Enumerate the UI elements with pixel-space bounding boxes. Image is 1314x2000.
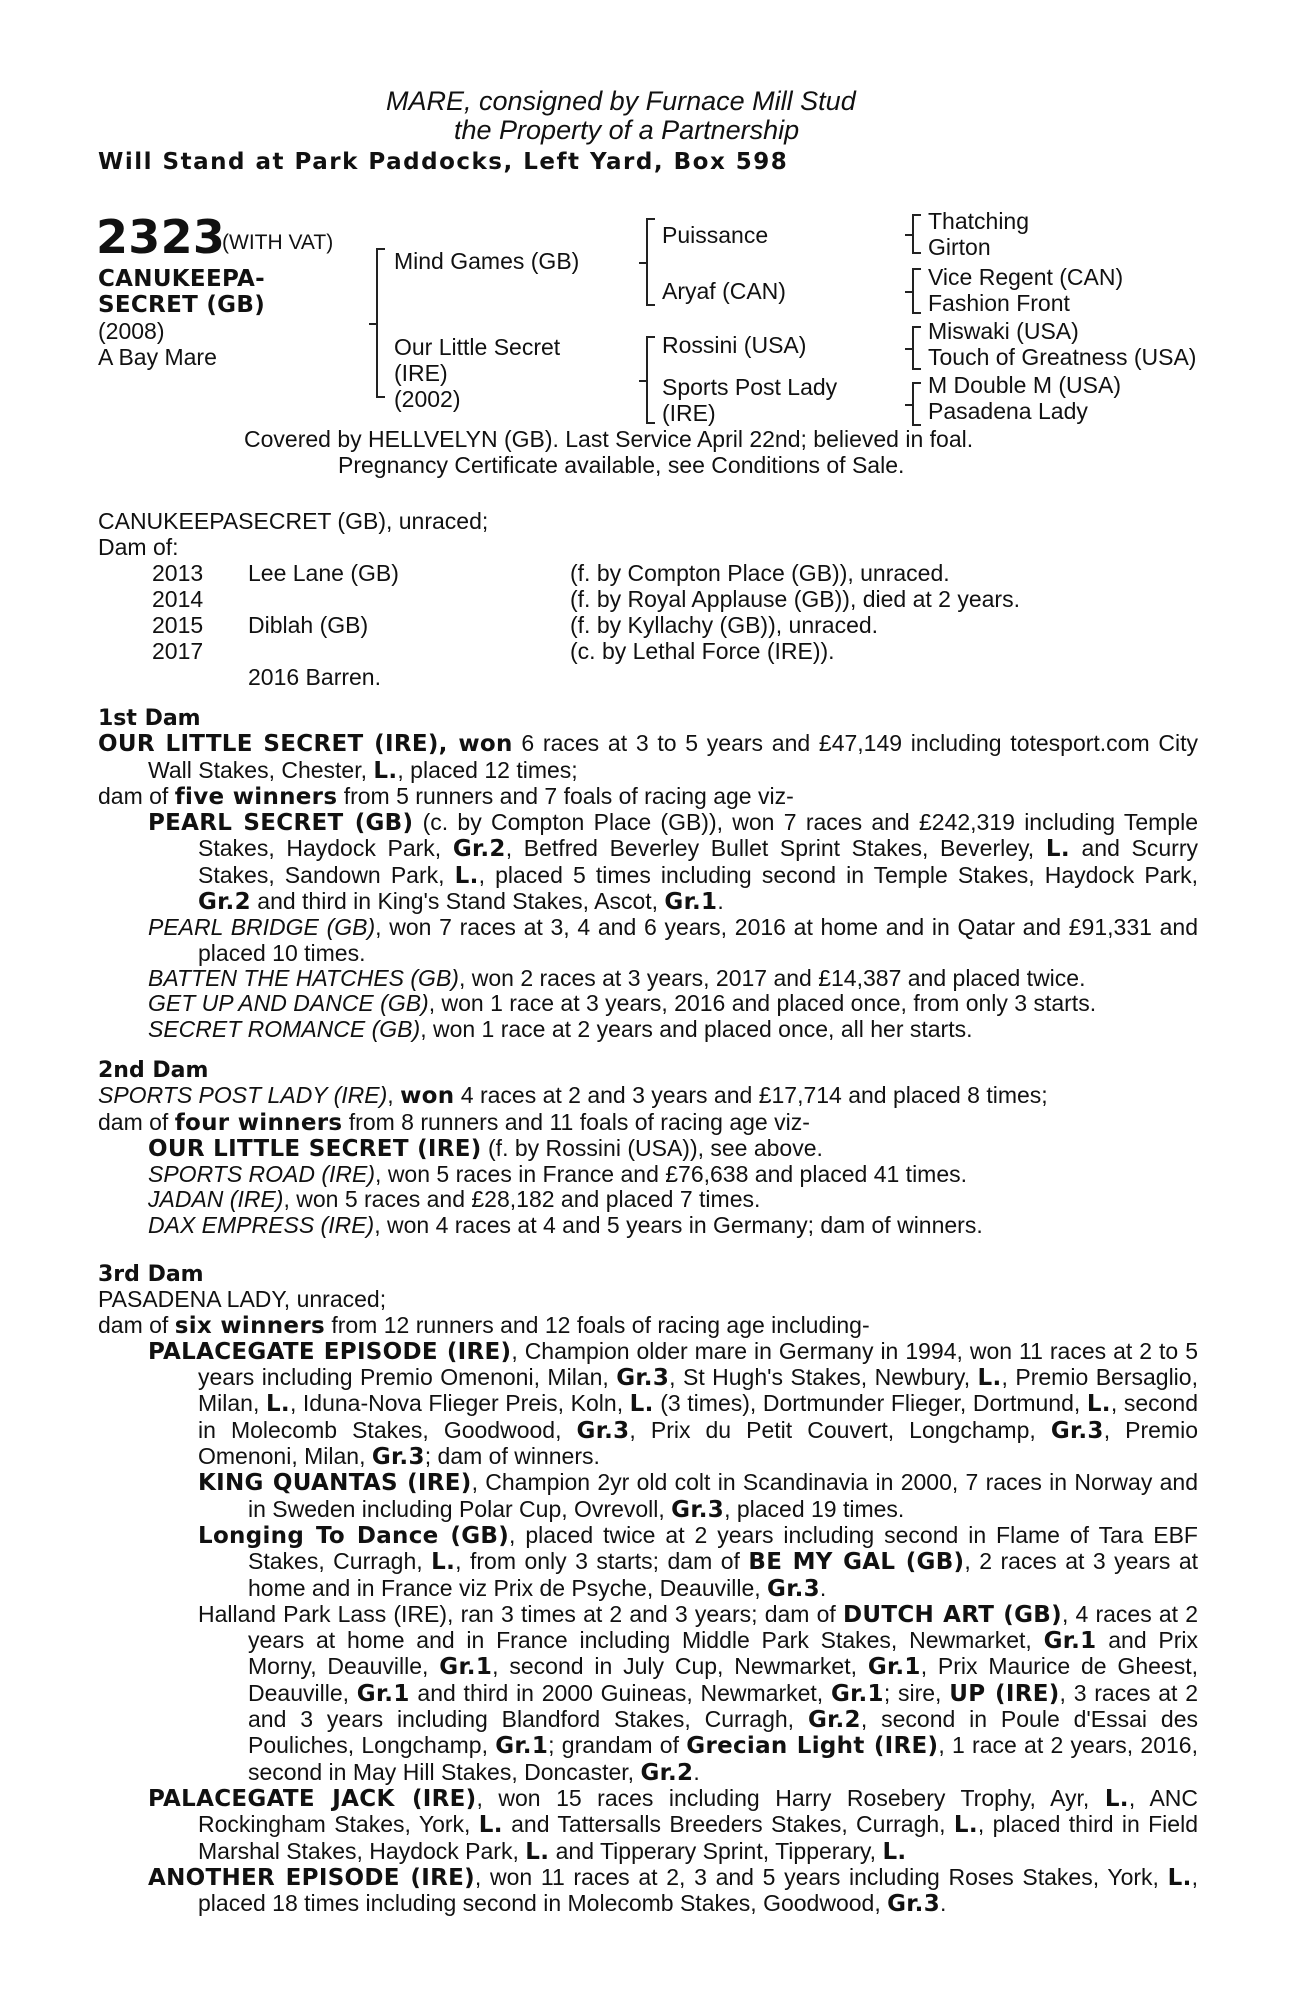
produce-name: Lee Lane (GB) [248, 560, 399, 586]
second-dam-produce-summary: dam of four winners from 8 runners and 11 foals of racing age viz- [98, 1108, 810, 1136]
pedigree-dam-dam-line1: Sports Post Lady [662, 374, 838, 400]
offspring-batten-the-hatches: BATTEN THE HATCHES (GB), won 2 races at 3 years, 2017 and £14,387 and placed twice. [148, 964, 1086, 991]
second-dam-record: SPORTS POST LADY (IRE), won 4 races at 2 and 3 years and £17,714 and placed 8 times; [98, 1082, 1048, 1110]
pedigree-g7: M Double M (USA) [928, 372, 1121, 398]
produce-detail: (c. by Lethal Force (IRE)). [570, 638, 835, 664]
offspring-get-up-and-dance: GET UP AND DANCE (GB), won 1 race at 3 years, 2016 and placed once, from only 3 starts. [148, 990, 1097, 1017]
pedigree-dam-dam-line2: (IRE) [662, 400, 716, 426]
offspring-sports-road: SPORTS ROAD (IRE), won 5 races in France and £76,638 and placed 41 times. [148, 1161, 968, 1188]
offspring-halland-park-lass: Halland Park Lass (IRE), ran 3 times at 2 and 3 years; dam of DUTCH ART (GB), 4 races at 2 years at home and in France including Middle Park Stakes, Newmarket, Gr.1 and Prix Morny, Deauville, Gr.1, second in July Cup, Newmarket, Gr.1, Prix Maurice de Gheest, Deauville, Gr.1 and third in 2000 Guineas, Newmarket, Gr.1; sire, UP (IRE), 3 races at 2 and 3 years including Blandford Stakes, Curragh, Gr.2, second in Poule d'Essai des Pouliches, Longchamp, Gr.1; grandam of Grecian Light (IRE), 1 race at 2 years, 2016, second in May Hill Stakes, Doncaster, Gr.2. [198, 1600, 1199, 1786]
offspring-secret-romance: SECRET ROMANCE (GB), won 1 race at 2 years and placed once, all her starts. [148, 1015, 973, 1042]
pregnancy-line: Pregnancy Certificate available, see Conditions of Sale. [338, 452, 905, 478]
pedigree-dam-line3: (2002) [394, 386, 461, 412]
third-dam-section [98, 1262, 1198, 1917]
produce-intro: CANUKEEPASECRET (GB), unraced; [98, 508, 489, 534]
pedigree-g4: Fashion Front [928, 290, 1070, 316]
produce-year: 2014 [152, 586, 204, 612]
first-dam-heading: 1st Dam [98, 706, 201, 731]
ownership-line: the Property of a Partnership [454, 115, 800, 145]
lot-number: 2323 [96, 210, 226, 264]
produce-detail: (f. by Kyllachy (GB)), unraced. [570, 612, 879, 638]
pedigree-brace-g78 [912, 382, 921, 426]
produce-year: 2015 [152, 612, 204, 638]
pedigree-brace-sire [646, 218, 655, 306]
offspring-our-little-secret: OUR LITTLE SECRET (IRE) (f. by Rossini (USA)), see above. [148, 1134, 823, 1162]
first-dam-produce-summary: dam of five winners from 5 runners and 7 foals of racing age viz- [98, 782, 794, 810]
offspring-longing-to-dance: Longing To Dance (GB), placed twice at 2 years including second in Flame of Tara EBF Stakes, Curragh, L., from only 3 starts; dam of BE MY GAL (GB), 2 races at 3 years at home and in France viz Prix de Psyche, Deauville, Gr.3. [198, 1521, 1199, 1602]
pedigree-g6: Touch of Greatness (USA) [928, 344, 1197, 370]
pedigree-brace-dam [646, 336, 655, 424]
offspring-king-quantas: KING QUANTAS (IRE), Champion 2yr old colt in Scandinavia in 2000, 7 races in Norway and in Sweden including Polar Cup, Ovrevoll, Gr.3, placed 19 times. [198, 1469, 1198, 1523]
offspring-another-episode: ANOTHER EPISODE (IRE), won 11 races at 2, 3 and 5 years including Roses Stakes, York, L., placed 18 times including second in Molecomb Stakes, Goodwood, Gr.3. [148, 1863, 1198, 1918]
horse-name-line2: SECRET (GB) [98, 292, 266, 318]
pedigree-brace-main [376, 248, 385, 398]
third-dam-produce-summary: dam of six winners from 12 runners and 12 foals of racing age including- [98, 1311, 870, 1339]
pedigree-sire: Mind Games (GB) [394, 248, 580, 274]
pedigree-g2: Girton [928, 234, 991, 260]
pedigree-sire-dam: Aryaf (CAN) [662, 278, 786, 304]
offspring-pearl-bridge: PEARL BRIDGE (GB), won 7 races at 3, 4 and 6 years, 2016 at home and in Qatar and £91,331 and placed 10 times. [148, 914, 1198, 966]
pedigree-g8: Pasadena Lady [928, 398, 1088, 424]
produce-dam-of: Dam of: [98, 534, 179, 560]
produce-detail: (f. by Compton Place (GB)), unraced. [570, 560, 950, 586]
vat-label: (WITH VAT) [222, 231, 334, 254]
third-dam-heading: 3rd Dam [98, 1262, 204, 1287]
horse-description: A Bay Mare [98, 344, 217, 370]
offspring-jadan: JADAN (IRE), won 5 races and £28,182 and placed 7 times. [148, 1186, 761, 1213]
second-dam-heading: 2nd Dam [98, 1058, 209, 1083]
foaling-year: (2008) [98, 318, 165, 344]
second-dam-section [98, 1058, 1198, 1238]
location-line: Will Stand at Park Paddocks, Left Yard, Box 598 [98, 149, 789, 175]
first-dam-section [98, 706, 1198, 1042]
pedigree-dam-sire: Rossini (USA) [662, 332, 807, 358]
first-dam-record: OUR LITTLE SECRET (IRE), won 6 races at 3 to 5 years and £47,149 including totesport.com City Wall Stakes, Chester, L., placed 12 times; [98, 730, 1198, 784]
pedigree-dam-line1: Our Little Secret [394, 334, 561, 360]
offspring-pearl-secret: PEARL SECRET (GB) (c. by Compton Place (GB)), won 7 races and £242,319 including Temple Stakes, Haydock Park, Gr.2, Betfred Beverley Bullet Sprint Stakes, Beverley, L. and Scurry Stakes, Sandown Park, L., placed 5 times including second in Temple Stakes, Haydock Park, Gr.2 and third in King's Stand Stakes, Ascot, Gr.1. [148, 809, 1198, 916]
offspring-palacegate-jack: PALACEGATE JACK (IRE), won 15 races including Harry Rosebery Trophy, Ayr, L., ANC Rockingham Stakes, York, L. and Tattersalls Breeders Stakes, Curragh, L., placed third in Field Marshal Stakes, Haydock Park, L. and Tipperary Sprint, Tipperary, L. [148, 1784, 1199, 1865]
pedigree-g3: Vice Regent (CAN) [928, 264, 1124, 290]
consignor-line: MARE, consigned by Furnace Mill Stud [386, 86, 856, 116]
horse-name-line1: CANUKEEPA- [98, 266, 265, 292]
offspring-dax-empress: DAX EMPRESS (IRE), won 4 races at 4 and 5 years in Germany; dam of winners. [148, 1211, 983, 1238]
pedigree-brace-g34 [912, 268, 921, 314]
produce-year: 2013 [152, 560, 204, 586]
pedigree-brace-g12 [912, 214, 921, 254]
pedigree-dam-line2: (IRE) [394, 360, 448, 386]
covered-line: Covered by HELLVELYN (GB). Last Service April 22nd; believed in foal. [244, 426, 974, 452]
pedigree-g1: Thatching [928, 208, 1030, 234]
pedigree-sire-sire: Puissance [662, 222, 769, 248]
offspring-palacegate-episode: PALACEGATE EPISODE (IRE), Champion older mare in Germany in 1994, won 11 races at 2 to 5 years including Premio Omenoni, Milan, Gr.3, St Hugh's Stakes, Newbury, L., Premio Bersaglio, Milan, L., Iduna-Nova Flieger Preis, Koln, L. (3 times), Dortmunder Flieger, Dortmund, L., second in Molecomb Stakes, Goodwood, Gr.3, Prix du Petit Couvert, Longchamp, Gr.3, Premio Omenoni, Milan, Gr.3; dam of winners. [148, 1337, 1198, 1471]
pedigree-brace-g56 [912, 326, 921, 370]
produce-name: Diblah (GB) [248, 612, 369, 638]
third-dam-record: PASADENA LADY, unraced; [98, 1286, 387, 1313]
pedigree-g5: Miswaki (USA) [928, 318, 1079, 344]
produce-year: 2017 [152, 638, 204, 664]
produce-detail: (f. by Royal Applause (GB)), died at 2 years. [570, 586, 1020, 612]
produce-barren: 2016 Barren. [248, 664, 381, 690]
